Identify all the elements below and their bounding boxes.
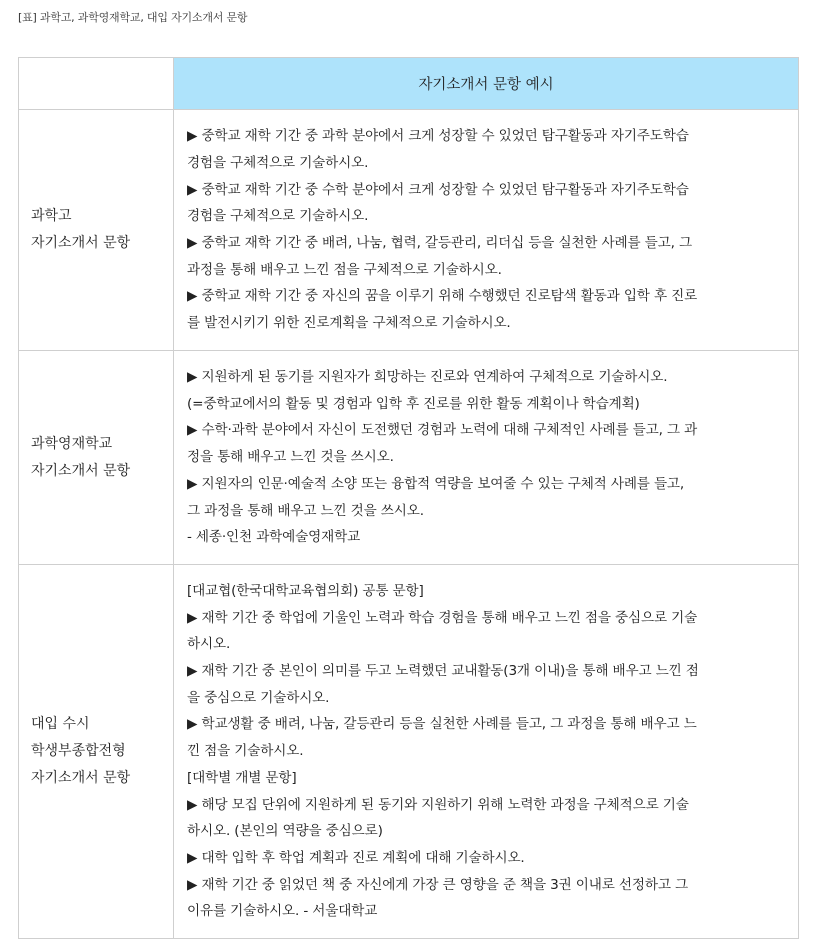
row-label-line: 자기소개서 문항 — [31, 770, 131, 786]
row-label-line: 대입 수시 — [31, 716, 90, 732]
question-line: ▶ 수학·과학 분야에서 자신이 도전했던 경험과 노력에 대해 구체적인 사례를 들고, 그 과 — [187, 422, 698, 439]
question-line: 정을 통해 배우고 느낀 것을 쓰시오. — [187, 449, 394, 466]
question-line: ▶ 지원하게 된 동기를 지원자가 희망하는 진로와 연계하여 구체적으로 기술하시오. — [187, 369, 668, 386]
question-line: (=중학교에서의 활동 및 경험과 입학 후 진로를 위한 활동 계획이나 학습계획) — [187, 395, 640, 412]
question-line: ▶ 중학교 재학 기간 중 과학 분야에서 크게 성장할 수 있었던 탐구활동과 자기주도학습 — [187, 128, 689, 145]
question-line: ▶ 중학교 재학 기간 중 자신의 꿈을 이루기 위해 수행했던 진로탐색 활동과 입학 후 진로 — [187, 288, 698, 305]
row-label-gifted-school — [19, 351, 174, 565]
essay-questions-table — [18, 57, 799, 939]
question-line: 경험을 구체적으로 기술하시오. — [187, 208, 369, 225]
row-label-line: 과학영재학교 — [31, 435, 113, 452]
table-header-row — [19, 58, 799, 110]
question-line: 하시오. (본인의 역량을 중심으로) — [187, 823, 383, 840]
question-line: 를 발전시키기 위한 진로계획을 구체적으로 기술하시오. — [187, 315, 511, 332]
row-label-line: 자기소개서 문항 — [31, 462, 131, 479]
question-line: - 세종·인천 과학예술영재학교 — [187, 529, 361, 546]
question-line: ▶ 해당 모집 단위에 지원하게 된 동기와 지원하기 위해 노력한 과정을 구체적으로 기술 — [187, 796, 689, 813]
row-label-line: 자기소개서 문항 — [31, 235, 131, 251]
row-label-science-high — [19, 110, 174, 351]
question-line: 이유를 기술하시오. - 서울대학교 — [187, 903, 378, 920]
row-content-science-high — [174, 110, 799, 351]
question-line: ▶ 재학 기간 중 읽었던 책 중 자신에게 가장 큰 영향을 준 책을 3권 이내로 선정하고 그 — [187, 876, 688, 893]
row-label-line: 학생부종합전형 — [31, 743, 126, 759]
header-empty-cell — [19, 58, 174, 110]
question-line: [대교협(한국대학교육협의회) 공통 문항] — [187, 582, 424, 599]
row-content-gifted-school — [174, 351, 799, 565]
question-line: ▶ 재학 기간 중 본인이 의미를 두고 노력했던 교내활동(3개 이내)을 통해 배우고 느낀 점 — [187, 663, 699, 680]
question-line: ▶ 대학 입학 후 학업 계획과 진로 계획에 대해 기술하시오. — [187, 849, 525, 866]
question-line: 경험을 구체적으로 기술하시오. — [187, 154, 369, 171]
header-title-cell: 자기소개서 문항 예시 — [174, 58, 799, 110]
row-label-university — [19, 565, 174, 939]
question-line: 과정을 통해 배우고 느낀 점을 구체적으로 기술하시오. — [187, 261, 502, 278]
table-row-science-high — [19, 110, 799, 351]
question-line: ▶ 중학교 재학 기간 중 수학 분야에서 크게 성장할 수 있었던 탐구활동과 자기주도학습 — [187, 181, 689, 198]
question-line: 하시오. — [187, 636, 231, 653]
table-caption: [표] 과학고, 과학영재학교, 대입 자기소개서 문항 — [18, 11, 248, 24]
question-line: 을 중심으로 기술하시오. — [187, 689, 330, 706]
row-label-line: 과학고 — [31, 208, 72, 224]
question-line: 낀 점을 기술하시오. — [187, 743, 304, 760]
question-line: [대학별 개별 문항] — [187, 769, 297, 786]
question-line: 그 과정을 통해 배우고 느낀 것을 쓰시오. — [187, 502, 424, 519]
table-row-gifted-school — [19, 351, 799, 565]
question-line: ▶ 지원자의 인문·예술적 소양 또는 융합적 역량을 보여줄 수 있는 구체적 사례를 들고, — [187, 475, 685, 492]
table-row-university — [19, 565, 799, 939]
question-line: ▶ 재학 기간 중 학업에 기울인 노력과 학습 경험을 통해 배우고 느낀 점을 중심으로 기술 — [187, 609, 698, 626]
question-line: ▶ 중학교 재학 기간 중 배려, 나눔, 협력, 갈등관리, 리더십 등을 실천한 사례를 들고, 그 — [187, 235, 692, 251]
question-line: ▶ 학교생활 중 배려, 나눔, 갈등관리 등을 실천한 사례를 들고, 그 과정을 통해 배우고 느 — [187, 716, 697, 733]
row-content-university — [174, 565, 799, 939]
